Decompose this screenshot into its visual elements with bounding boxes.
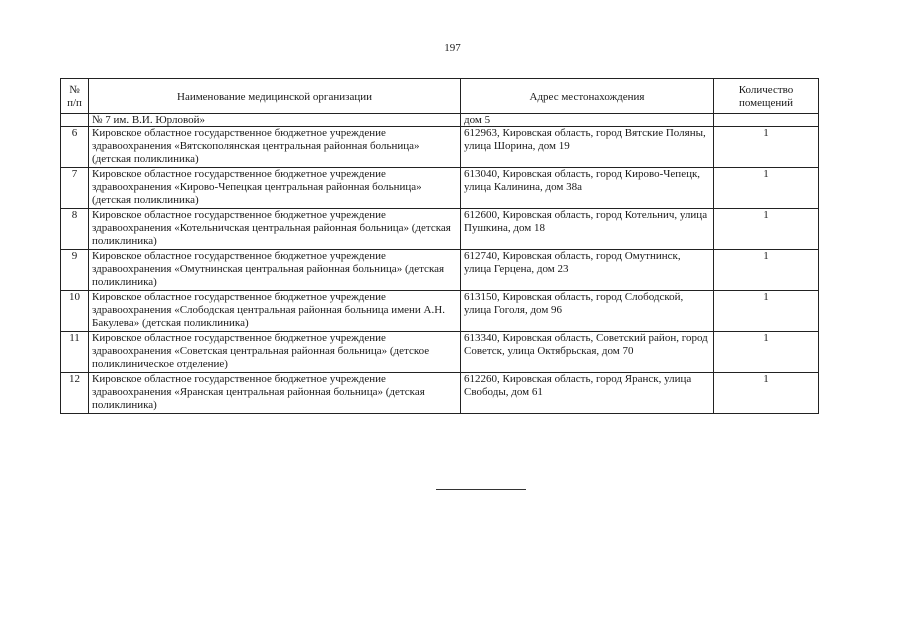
header-address: Адрес местонахождения	[461, 79, 714, 114]
table-row	[61, 209, 819, 250]
cell-num: 9	[61, 250, 89, 291]
cell-count: 1	[714, 209, 819, 250]
end-divider	[436, 489, 526, 490]
cell-num: 11	[61, 332, 89, 373]
cell-name: Кировское областное государственное бюджетное учреждение здравоохранения «Кирово-Чепецкая центральная районная больница» (детская поликлиника)	[89, 168, 461, 209]
cell-address: 613150, Кировская область, город Слободской, улица Гоголя, дом 96	[461, 291, 714, 332]
cell-num: 6	[61, 127, 89, 168]
cell-count: 1	[714, 291, 819, 332]
cell-count: 1	[714, 127, 819, 168]
cell-name: Кировское областное государственное бюджетное учреждение здравоохранения «Омутнинская центральная районная больница» (детская поликлиника)	[89, 250, 461, 291]
cell-count: 1	[714, 373, 819, 414]
cell-name: Кировское областное государственное бюджетное учреждение здравоохранения «Слободская центральная районная больница имени А.Н. Бакулева» (детская поликлиника)	[89, 291, 461, 332]
cell-count: 1	[714, 168, 819, 209]
cell-num: 10	[61, 291, 89, 332]
cell-num	[61, 114, 89, 127]
table-row	[61, 168, 819, 209]
cell-address: 613040, Кировская область, город Кирово-Чепецк, улица Калинина, дом 38а	[461, 168, 714, 209]
cell-count: 1	[714, 250, 819, 291]
table-row	[61, 373, 819, 414]
table-row	[61, 127, 819, 168]
cell-address: 612740, Кировская область, город Омутнинск, улица Герцена, дом 23	[461, 250, 714, 291]
table-header-row	[61, 79, 819, 114]
table-row	[61, 332, 819, 373]
cell-num: 12	[61, 373, 89, 414]
cell-address: 612963, Кировская область, город Вятские Поляны, улица Шорина, дом 19	[461, 127, 714, 168]
cell-count	[714, 114, 819, 127]
cell-num: 7	[61, 168, 89, 209]
cell-name: Кировское областное государственное бюджетное учреждение здравоохранения «Советская центральная районная больница» (детское поликлиническое отделение)	[89, 332, 461, 373]
cell-name: Кировское областное государственное бюджетное учреждение здравоохранения «Яранская центральная районная больница» (детская поликлиника)	[89, 373, 461, 414]
cell-address: 612600, Кировская область, город Котельнич, улица Пушкина, дом 18	[461, 209, 714, 250]
cell-address: 612260, Кировская область, город Яранск, улица Свободы, дом 61	[461, 373, 714, 414]
table-body	[61, 114, 819, 414]
cell-name: Кировское областное государственное бюджетное учреждение здравоохранения «Вятскополянская центральная районная больница» (детская поликлиника)	[89, 127, 461, 168]
cell-name: Кировское областное государственное бюджетное учреждение здравоохранения «Котельничская центральная районная больница» (детская поликлиника)	[89, 209, 461, 250]
organizations-table	[60, 78, 819, 414]
cell-num: 8	[61, 209, 89, 250]
cell-count: 1	[714, 332, 819, 373]
table-row	[61, 250, 819, 291]
header-num: № п/п	[61, 79, 89, 114]
cell-address: 613340, Кировская область, Советский район, город Советск, улица Октябрьская, дом 70	[461, 332, 714, 373]
cell-address: дом 5	[461, 114, 714, 127]
table-row	[61, 291, 819, 332]
page-number: 197	[444, 42, 461, 54]
table-row-continuation	[61, 114, 819, 127]
header-name: Наименование медицинской организации	[89, 79, 461, 114]
cell-name: № 7 им. В.И. Юрловой»	[89, 114, 461, 127]
header-count: Количество помещений	[714, 79, 819, 114]
